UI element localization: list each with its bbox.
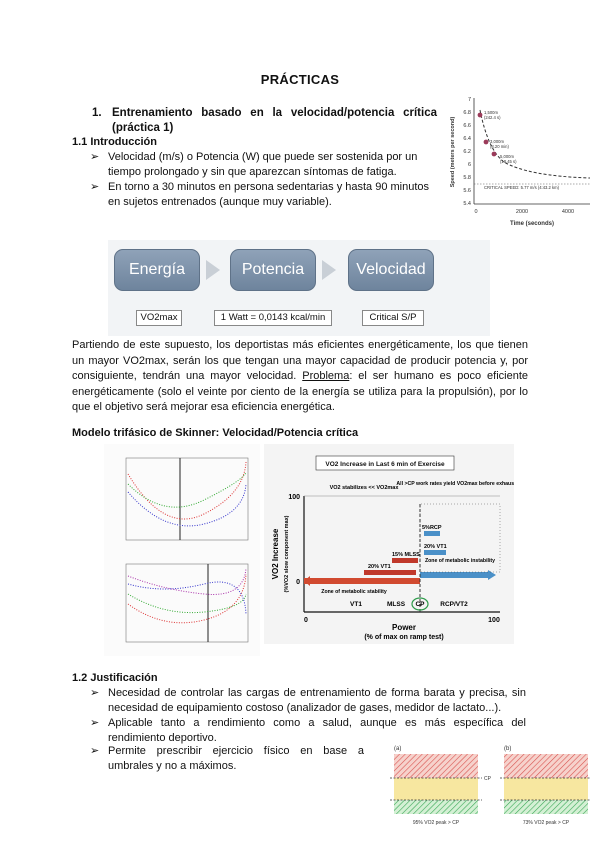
arrow-bullet-icon: ➢ bbox=[90, 717, 100, 729]
data-point bbox=[478, 113, 483, 118]
energy-flow-diagram bbox=[108, 240, 490, 336]
justification-bullets bbox=[88, 686, 526, 746]
x-tick: 2000 bbox=[515, 209, 529, 215]
severe-zone bbox=[504, 754, 588, 778]
x-tick: 0 bbox=[304, 617, 308, 624]
severe-zone bbox=[394, 754, 478, 778]
point-label: 5,000m bbox=[500, 154, 514, 159]
heavy-zone bbox=[504, 778, 588, 800]
zone-label: Zone of metabolic instability bbox=[424, 558, 496, 564]
unstable-zone-arrow bbox=[420, 572, 490, 578]
section-heading bbox=[92, 106, 437, 136]
flow-box-watt: 1 Watt = 0,0143 kcal/min bbox=[214, 310, 332, 326]
cp-label: CP bbox=[484, 776, 491, 782]
point-label: (18.45 s) bbox=[500, 159, 517, 164]
panel-caption: 95% VO2 peak > CP bbox=[412, 820, 460, 826]
arrow-label: 20% VT1 bbox=[368, 564, 391, 570]
justification-bullets-narrow bbox=[88, 744, 364, 774]
y-axis-label: VO2 Increase bbox=[271, 528, 280, 580]
annotation: VO2 stabilizes << VO2max bbox=[329, 485, 399, 491]
section-title: Entrenamiento basado en la velocidad/potencia crítica (práctica 1) bbox=[112, 107, 437, 134]
arrow-bullet-icon: ➢ bbox=[90, 151, 100, 163]
y-axis-label: Speed (meters per second) bbox=[450, 116, 456, 188]
vo2-increase-chart bbox=[264, 444, 514, 644]
y-tick: 6.4 bbox=[463, 136, 471, 142]
intro-bullets bbox=[88, 150, 440, 210]
y-tick: 5.8 bbox=[463, 175, 471, 181]
moderate-zone bbox=[394, 800, 478, 814]
justification-heading: 1.2 Justificación bbox=[72, 672, 158, 684]
panel-label: (a) bbox=[394, 746, 402, 752]
critical-speed-label: CRITICAL SPEED: 5.77 m/s (4:43.2 km) bbox=[484, 185, 560, 190]
list-item: ➢ En torno a 30 minutos en persona sedentarias y hasta 90 minutos en sujetos entrenados (aunque muy variable). bbox=[90, 181, 430, 208]
arrow-label: 15% MLSS bbox=[392, 552, 420, 558]
y-tick: 5.4 bbox=[463, 201, 471, 207]
x-mark: RCP/VT2 bbox=[440, 601, 468, 608]
arrow-15mlss bbox=[392, 558, 418, 563]
flow-step-energy: Energía bbox=[114, 249, 200, 291]
arrow-label: 5%RCP bbox=[422, 525, 442, 531]
x-mark: CP bbox=[415, 601, 425, 608]
arrow-20vt1-right bbox=[424, 550, 446, 555]
y-tick: 6.6 bbox=[463, 123, 471, 129]
stable-zone-arrow bbox=[304, 578, 420, 584]
point-label: 3,000m bbox=[490, 139, 504, 144]
y-tick: 100 bbox=[288, 494, 300, 501]
panel-label: (b) bbox=[504, 746, 512, 752]
y-tick: 6.8 bbox=[463, 110, 471, 116]
y-axis-sublabel: (%VO2 slow component max) bbox=[284, 515, 290, 593]
arrow-label: 20% VT1 bbox=[424, 544, 447, 550]
zones-chart bbox=[366, 742, 592, 830]
list-item: ➢ Velocidad (m/s) o Potencia (W) que puede ser sostenida por un tiempo prolongado y sin que aparezcan síntomas de fatiga. bbox=[90, 151, 418, 178]
point-label: 1,500m bbox=[484, 110, 498, 115]
panel-caption: 73% VO2 peak > CP bbox=[522, 820, 570, 826]
arrow-5rcp bbox=[424, 531, 440, 536]
underlined-term: Problema bbox=[302, 370, 350, 383]
point-label: (8.20 min) bbox=[490, 144, 509, 149]
intro-heading: 1.1 Introducción bbox=[72, 136, 157, 148]
arrow-bullet-icon: ➢ bbox=[90, 181, 100, 193]
annotation: All >CP work rates yield VO2max before exhaustion bbox=[396, 481, 514, 487]
point-label: (242.4 s) bbox=[484, 115, 501, 120]
data-point bbox=[484, 140, 489, 145]
flow-box-critical: Critical S/P bbox=[362, 310, 424, 326]
page-title: PRÁCTICAS bbox=[260, 72, 340, 87]
arrow-bullet-icon: ➢ bbox=[90, 687, 100, 699]
x-mark: MLSS bbox=[386, 601, 406, 608]
y-tick: 6 bbox=[467, 162, 471, 168]
flow-arrow-icon bbox=[322, 260, 336, 280]
arrow-20vt1-left bbox=[364, 570, 416, 575]
chart-title: VO2 Increase in Last 6 min of Exercise bbox=[325, 461, 445, 468]
data-point bbox=[492, 152, 497, 157]
physiological-plots bbox=[104, 444, 260, 656]
flow-box-vo2max: VO2max bbox=[136, 310, 182, 326]
x-axis-label: Time (seconds) bbox=[510, 221, 554, 227]
list-item: ➢ Aplicable tanto a rendimiento como a salud, aunque es más específica del rendimiento deportivo. bbox=[90, 717, 526, 744]
x-axis-label: Power bbox=[391, 623, 417, 632]
zone-label: Zone of metabolic stability bbox=[321, 589, 387, 595]
body-paragraph: Partiendo de este supuesto, los deportistas más eficientes energéticamente, los que tienen un mayor VO2max, serán los que tengan una mayor capacidad de producir potencia y, por consiguiente, tendrán una mayor velocidad. Problema: el ser humano es poco eficiente energéticamente (solo el veinte por ciento de la energía se utiliza para la propulsión), por lo que el objetivo será mejorar esa eficiencia energética. bbox=[72, 339, 528, 414]
list-item: ➢ Permite prescribir ejercicio físico en base a umbrales y no a máximos. bbox=[90, 745, 364, 772]
section-number: 1. bbox=[92, 107, 102, 119]
y-tick: 7 bbox=[467, 97, 471, 103]
moderate-zone bbox=[504, 800, 588, 814]
flow-step-speed: Velocidad bbox=[348, 249, 434, 291]
heavy-zone bbox=[394, 778, 478, 800]
model-heading: Modelo trifásico de Skinner: Velocidad/Potencia crítica bbox=[72, 427, 359, 439]
arrow-bullet-icon: ➢ bbox=[90, 745, 100, 757]
x-tick: 4000 bbox=[561, 209, 575, 215]
flow-step-power: Potencia bbox=[230, 249, 316, 291]
x-axis-sublabel: (% of max on ramp test) bbox=[364, 634, 444, 641]
speed-time-chart bbox=[444, 92, 594, 232]
x-mark: VT1 bbox=[350, 601, 362, 608]
flow-arrow-icon bbox=[206, 260, 220, 280]
y-tick: 6.2 bbox=[463, 149, 471, 155]
y-tick: 0 bbox=[296, 579, 300, 586]
x-tick: 100 bbox=[488, 617, 500, 624]
list-item: ➢ Necesidad de controlar las cargas de entrenamiento de forma barata y precisa, sin necesidad de equipamiento costoso (analizador de gases, medidor de lactato...). bbox=[90, 687, 526, 714]
x-tick: 0 bbox=[474, 209, 478, 215]
y-tick: 5.6 bbox=[463, 188, 471, 194]
